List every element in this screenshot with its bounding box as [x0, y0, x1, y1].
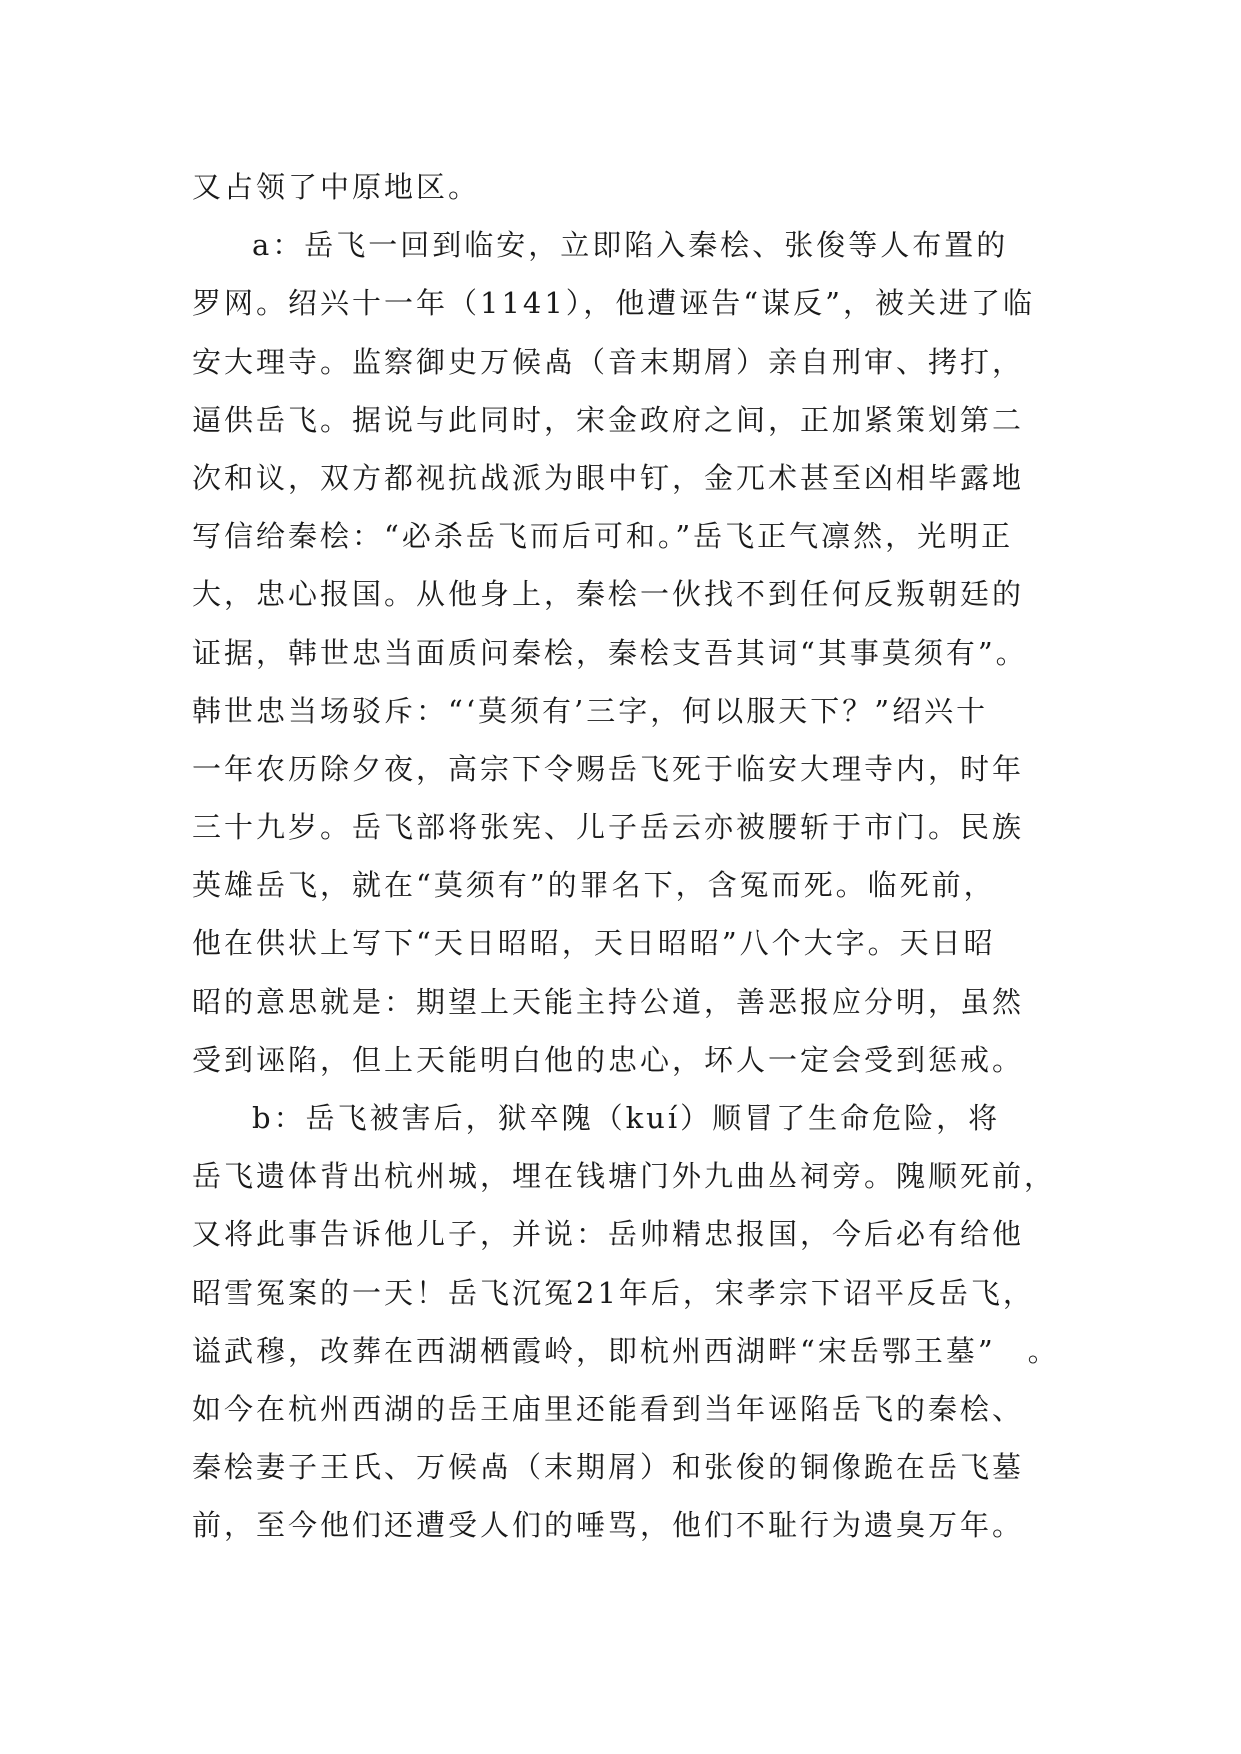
text-line: 大，忠心报国。从他身上，秦桧一伙找不到任何反叛朝廷的 — [192, 577, 1025, 612]
text-line: 写信给秦桧：“必杀岳飞而后可和。”岳飞正气凛然，光明正 — [192, 519, 1014, 554]
text-line: 证据，韩世忠当面质问秦桧，秦桧支吾其词“其事莫须有”。 — [192, 635, 1028, 670]
text-line: 他在供状上写下“天日昭昭，天日昭昭”八个大字。天日昭 — [192, 926, 996, 961]
text-line: 三十九岁。岳飞部将张宪、儿子岳云亦被腰斩于市门。民族 — [192, 810, 1025, 845]
text-line: b：岳飞被害后，狱卒隗（kuí）顺冒了生命危险，将 — [252, 1101, 1001, 1135]
text-line: 受到诬陷，但上天能明白他的忠心，坏人一定会受到惩戒。 — [192, 1042, 1025, 1077]
text-line: 又占领了中原地区。 — [192, 170, 481, 204]
text-line: 一年农历除夕夜，高宗下令赐岳飞死于临安大理寺内，时年 — [192, 751, 1025, 786]
text-line: 韩世忠当场驳斥：“‘莫须有’三字，何以服天下？”绍兴十 — [192, 693, 989, 728]
text-line: 谥武穆，改葬在西湖栖霞岭，即杭州西湖畔“宋岳鄂王墓” 。 — [192, 1333, 1060, 1368]
text-line: 岳飞遗体背出杭州城，埋在钱塘门外九曲丛祠旁。隗顺死前， — [192, 1159, 1057, 1194]
text-line: 昭雪冤案的一天！岳飞沉冤21年后，宋孝宗下诏平反岳飞， — [192, 1275, 1035, 1310]
text-line: 又将此事告诉他儿子，并说：岳帅精忠报国，今后必有给他 — [192, 1217, 1025, 1252]
text-line: 前，至今他们还遭受人们的唾骂，他们不耻行为遗臭万年。 — [192, 1508, 1025, 1543]
text-line: 秦桧妻子王氏、万候卨（末期屑）和张俊的铜像跪在岳飞墓 — [192, 1450, 1025, 1485]
text-line: 逼供岳飞。据说与此同时，宋金政府之间，正加紧策划第二 — [192, 402, 1025, 437]
text-line: 昭的意思就是：期望上天能主持公道，善恶报应分明，虽然 — [192, 984, 1025, 1019]
text-line: a：岳飞一回到临安，立即陷入秦桧、张俊等人布置的 — [252, 228, 1009, 263]
text-line: 英雄岳飞，就在“莫须有”的罪名下，含冤而死。临死前， — [192, 868, 996, 903]
body-text — [192, 158, 1092, 1555]
text-line: 安大理寺。监察御史万候卨（音末期屑）亲自刑审、拷打， — [192, 344, 1025, 379]
text-line: 如今在杭州西湖的岳王庙里还能看到当年诬陷岳飞的秦桧、 — [192, 1391, 1025, 1426]
text-line: 次和议，双方都视抗战派为眼中钉，金兀术甚至凶相毕露地 — [192, 460, 1025, 495]
text-line: 罗网。绍兴十一年（1141），他遭诬告“谋反”，被关进了临 — [192, 286, 1035, 321]
